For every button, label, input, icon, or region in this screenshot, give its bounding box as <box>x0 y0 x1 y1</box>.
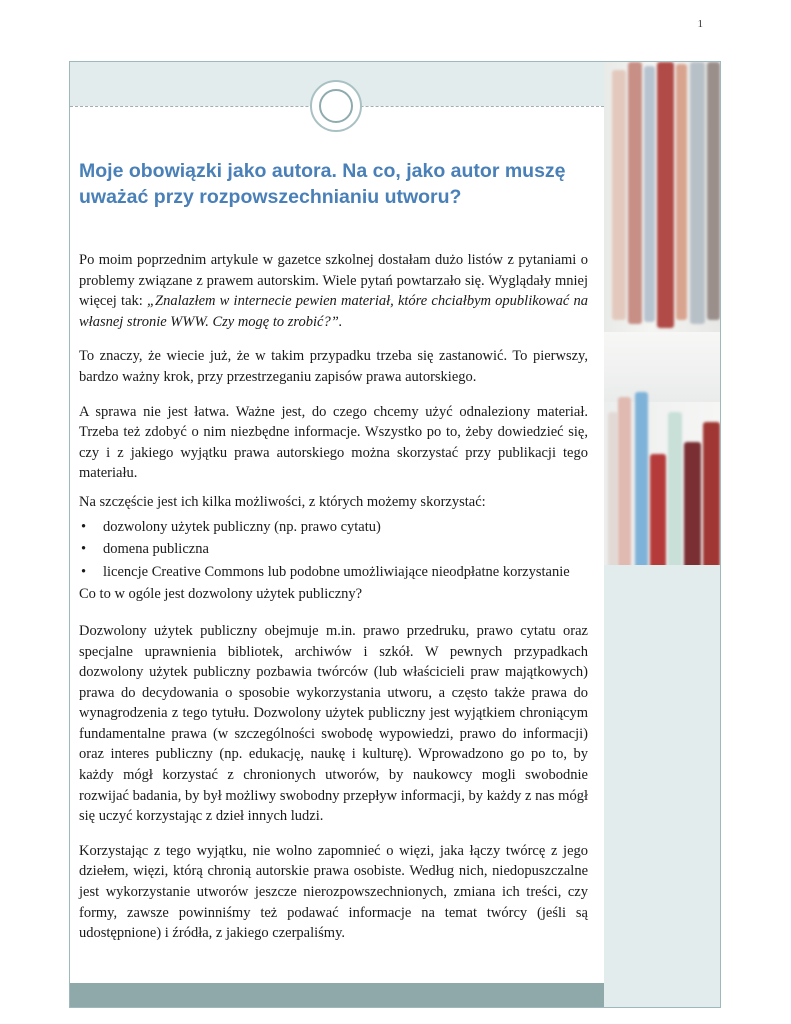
footer-band <box>70 983 604 1007</box>
article-body <box>79 158 588 958</box>
list-item: • domena publiczna <box>79 539 588 560</box>
paragraph-fair-use: Dozwolony użytek publiczny obejmuje m.in. prawo przedruku, prawo cytatu oraz specjalne uprawnienia bibliotek, archiwów i szkół. W pewnych przypadkach dozwolony użytek publiczny pozbawia twórców (lub właścicieli praw majątkowych) prawa do decydowania o sposobie wykorzystania utworu, a często także prawa do wynagrodzenia z tego tytułu. Dozwolony użytek publiczny jest wyjątkiem chroniącym fundamentalne prawa (w szczególności swobodę wypowiedzi, prawo do informacji) oraz interes publiczny (np. edukację, naukę i kulturę). Wprowadzono go po to, by każdy mógł korzystać z chronionych utworów, by naukowcy mogli swobodnie rozwijać badania, by był możliwy swobodny przepływ informacji, by każdy z nas mógł się uczyć korzystając z dzieł innych ludzi. <box>79 622 588 825</box>
circle-emblem-icon <box>310 80 362 132</box>
paragraph-first-step: To znaczy, że wiecie już, że w takim przypadku trzeba się zastanowić. To pierwszy, bardzo ważny krok, przy przestrzeganiu zapisów prawa autorskiego. <box>79 348 588 385</box>
options-list <box>79 517 588 583</box>
list-item: • dozwolony użytek publiczny (np. prawo cytatu) <box>79 517 588 538</box>
paragraph-moral-rights: Korzystając z tego wyjątku, nie wolno zapomnieć o więzi, jaka łączy twórcę z jego dziełem, więzi, którą chronią autorskie prawa osobiste. Według nich, niedopuszczalne jest wykorzystanie utworów jeszcze nierozpowszechnionych, zmiana ich treści, czy formy, zawsze powinniśmy też podawać informacje na temat twórcy (jeśli są udostępnione) i źródła, z jakiego czerpaliśmy. <box>79 842 588 942</box>
paragraph-difficulty: A sprawa nie jest łatwa. Ważne jest, do czego chcemy użyć odnaleziony materiał. Trzeba też zdobyć o nim niezbędne informacje. Wszystko po to, żeby dowiedzieć się, czy i z jakiego wyjątku prawa autorskiego można skorzystać przy publikacji tego materiału. <box>79 403 588 482</box>
side-panel <box>604 565 720 1007</box>
paragraph-intro-text: Po moim poprzednim artykule w gazetce szkolnej dostałam dużo listów z pytaniami o problemy związane z prawem autorskim. Wiele pytań powtarzało się. Wyglądały mniej więcej tak: <box>79 252 588 310</box>
paragraph-intro <box>79 250 588 332</box>
paragraph-question: Co to w ogóle jest dozwolony użytek publiczny? <box>79 586 363 603</box>
page-number: 1 <box>697 18 703 30</box>
paragraph-options-intro: Na szczęście jest ich kilka możliwości, z których możemy skorzystać: <box>79 493 486 510</box>
article-title: Moje obowiązki jako autora. Na co, jako autor muszę uważać przy rozpowszechnianiu utworu? <box>79 160 566 208</box>
reader-quote: „Znalazłem w internecie pewien materiał, które chciałbym opublikować na własnej stronie WWW. Czy mogę to zrobić?”. <box>79 293 588 330</box>
list-item: • licencje Creative Commons lub podobne umożliwiające nieodpłatne korzystanie <box>79 562 588 583</box>
